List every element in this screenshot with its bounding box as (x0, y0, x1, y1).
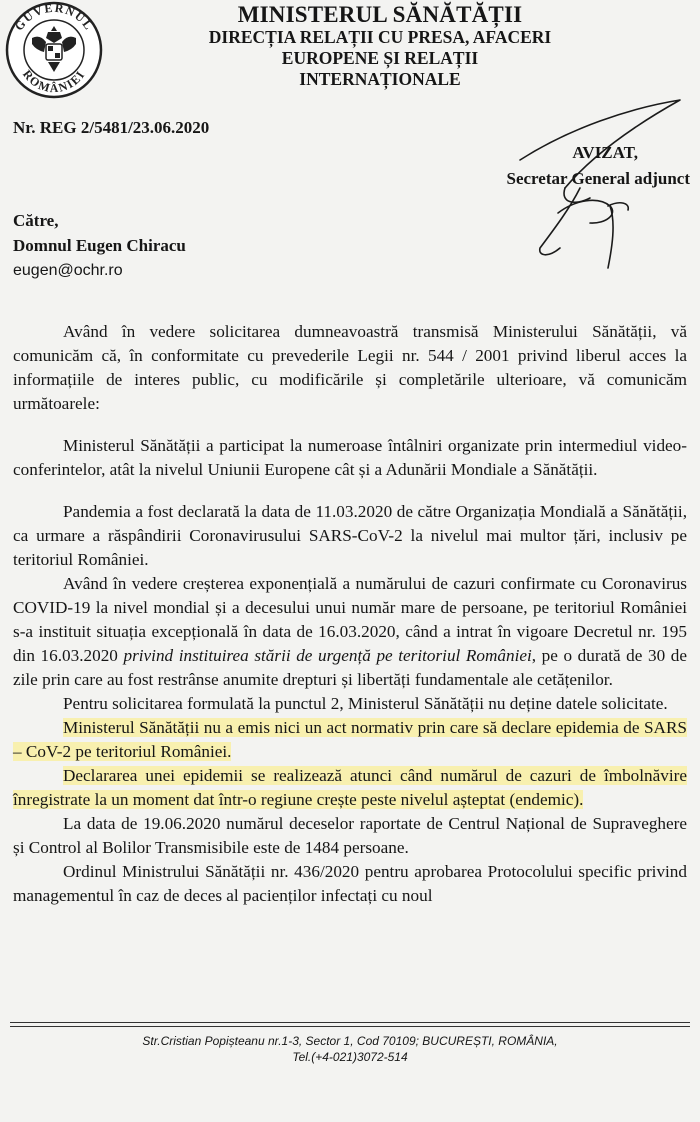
highlighted-no-act: Ministerul Sănătății nu a emis nici un act normativ prin care să declare epidemia de SARS – CoV-2 pe teritoriul României. (13, 718, 687, 761)
department-line-2: EUROPENE ȘI RELAȚII (281, 48, 479, 68)
addressee-email: eugen@ochr.ro (13, 262, 123, 279)
paragraph-request: Având în vedere solicitarea dumneavoastră transmisă Ministerului Sănătății, vă comunicăm că, în conformitate cu prevederile Legii nr. 544 / 2001 privind liberul acces la informațiile de interes public, cu modificările și completările ulterioare, vă comunicăm următoarele: (13, 322, 687, 413)
department-line-1: DIRECȚIA RELAȚII CU PRESA, AFACERI (208, 27, 552, 47)
seal-bottom-text: ROMÂNIEI (19, 67, 88, 96)
footer-address: Str.Cristian Popișteanu nr.1-3, Sector 1, Cod 70109; BUCUREȘTI, ROMÂNIA, (142, 1034, 558, 1048)
addressee-name: Domnul Eugen Chiracu (13, 236, 186, 255)
highlighted-epidemic-definition: Declararea unei epidemii se realizează atunci când numărul de cazuri de îmbolnăvire înregistrate la un moment dat într-o regiune crește peste nivelul așteptat (endemic). (13, 766, 687, 809)
approval-title: AVIZAT, (572, 143, 638, 162)
footer-divider (10, 1022, 690, 1023)
addressee-block (13, 208, 186, 283)
paragraph-emergency (13, 572, 687, 692)
seal-top-text: GUVERNUL (11, 0, 97, 34)
government-seal (2, 0, 106, 100)
paragraph-deaths: La data de 19.06.2020 numărul deceselor raportate de Centrul Național de Supraveghere și Control al Bolilor Transmisibile este de 1484 persoane. (13, 814, 687, 857)
paragraph-meetings: Ministerul Sănătății a participat la numeroase întâlniri organizate prin intermediul video-conferintelor, atât la nivelul Uniunii Europene cât și a Adunării Mondiale a Sănătății. (13, 436, 687, 479)
footer-phone: Tel.(+4-021)3072-514 (292, 1050, 408, 1064)
addressee-to: Către, (13, 211, 59, 230)
paragraph-order: Ordinul Ministrului Sănătății nr. 436/2020 pentru aprobarea Protocolului specific privind managementul în caz de deces al pacienților infectați cu noul (13, 862, 687, 905)
registration-number: Nr. REG 2/5481/23.06.2020 (13, 118, 210, 137)
decree-title: privind instituirea stării de urgență pe teritoriul României (123, 646, 532, 665)
ministry-header (120, 2, 640, 90)
letter-body (13, 320, 687, 908)
handwritten-signature (480, 88, 700, 298)
paragraph-emergency-a: Având în vedere creșterea exponențială a numărului de cazuri confirmate cu Coronavirus COVID-19 la nivel mondial și a decesului unui număr mare de persoane, pe teritoriul României s-a instituit situația excepțională în data de 16.03.2020, când a intrat în vigoare Decretul nr. 195 din 16.03.2020 (13, 574, 687, 665)
ministry-name: MINISTERUL SĂNĂTĂȚII (237, 2, 523, 27)
footer (0, 1033, 700, 1065)
paragraph-no-act (13, 716, 687, 764)
footer-divider-2 (10, 1026, 690, 1027)
approval-role: Secretar General adjunct (506, 169, 690, 188)
paragraph-pandemic: Pandemia a fost declarată la data de 11.03.2020 de către Organizația Mondială a Sănătății, ca urmare a răspândirii Coronavirusului SARS-CoV-2 la nivelul mai multor țări, inclusiv pe teritoriul României. (13, 502, 687, 569)
paragraph-epidemic-definition (13, 764, 687, 812)
department-line-3: INTERNAȚIONALE (299, 69, 461, 89)
paragraph-emergency-b: , pe o durată de 30 de zile prin care au fost restrânse anumite drepturi și libertăți fundamentale ale cetățenilor. (13, 646, 687, 689)
paragraph-point-2: Pentru solicitarea formulată la punctul 2, Ministerul Sănătății nu deține datele solicitate. (63, 694, 668, 713)
